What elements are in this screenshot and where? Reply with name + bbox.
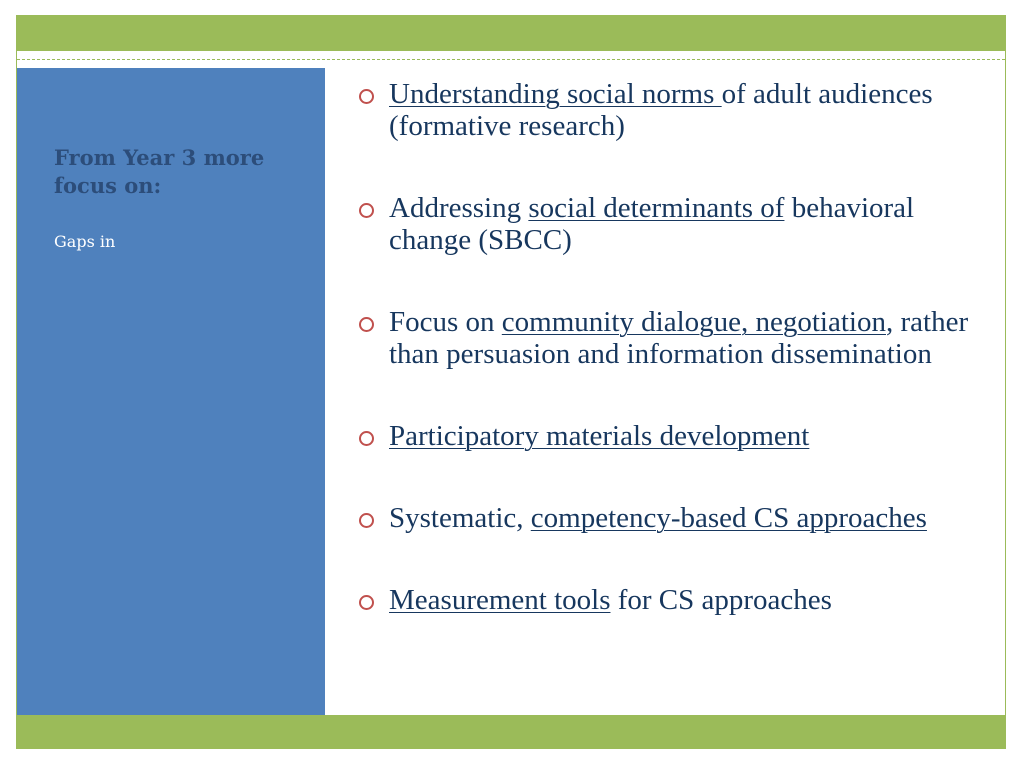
- top-dashed-divider: [17, 59, 1005, 60]
- bullet-text: for CS approaches: [610, 584, 832, 616]
- circle-bullet-icon: [359, 513, 374, 528]
- left-title-panel: [17, 68, 325, 715]
- bullet-item: [357, 78, 997, 142]
- bullet-item: [357, 584, 997, 616]
- bullet-text: Addressing: [389, 192, 529, 224]
- bullet-emphasis-text: Measurement tools: [389, 584, 611, 616]
- bullet-emphasis-text: social determinants of: [528, 192, 785, 224]
- bullet-text: Systematic,: [389, 502, 531, 534]
- bullet-emphasis-text: community dialogue, negotiation: [501, 306, 886, 338]
- bullet-text: of adult audiences (formative research): [389, 78, 933, 142]
- bullet-item: [357, 306, 997, 370]
- bullet-text: Focus on: [389, 306, 502, 338]
- circle-bullet-icon: [359, 89, 374, 104]
- circle-bullet-icon: [359, 203, 374, 218]
- bullet-list: [357, 78, 997, 666]
- top-accent-band: [17, 16, 1005, 51]
- bullet-emphasis-text: competency-based CS approaches: [530, 502, 927, 534]
- slide: [16, 15, 1006, 749]
- bullet-item: [357, 420, 997, 452]
- circle-bullet-icon: [359, 431, 374, 446]
- bullet-item: [357, 502, 997, 534]
- bullet-item: [357, 192, 997, 256]
- slide-title: From Year 3 more focus on:: [54, 145, 265, 198]
- circle-bullet-icon: [359, 595, 374, 610]
- bullet-text: behavioral change (SBCC): [389, 192, 915, 256]
- bullet-emphasis-text: Understanding social norms: [389, 78, 722, 110]
- bullet-emphasis-text: Participatory materials development: [389, 420, 810, 452]
- circle-bullet-icon: [359, 317, 374, 332]
- bottom-accent-band: [17, 715, 1005, 748]
- slide-subtitle: Gaps in: [54, 232, 116, 251]
- bullet-text: , rather than persuasion and information dissemination: [389, 306, 969, 370]
